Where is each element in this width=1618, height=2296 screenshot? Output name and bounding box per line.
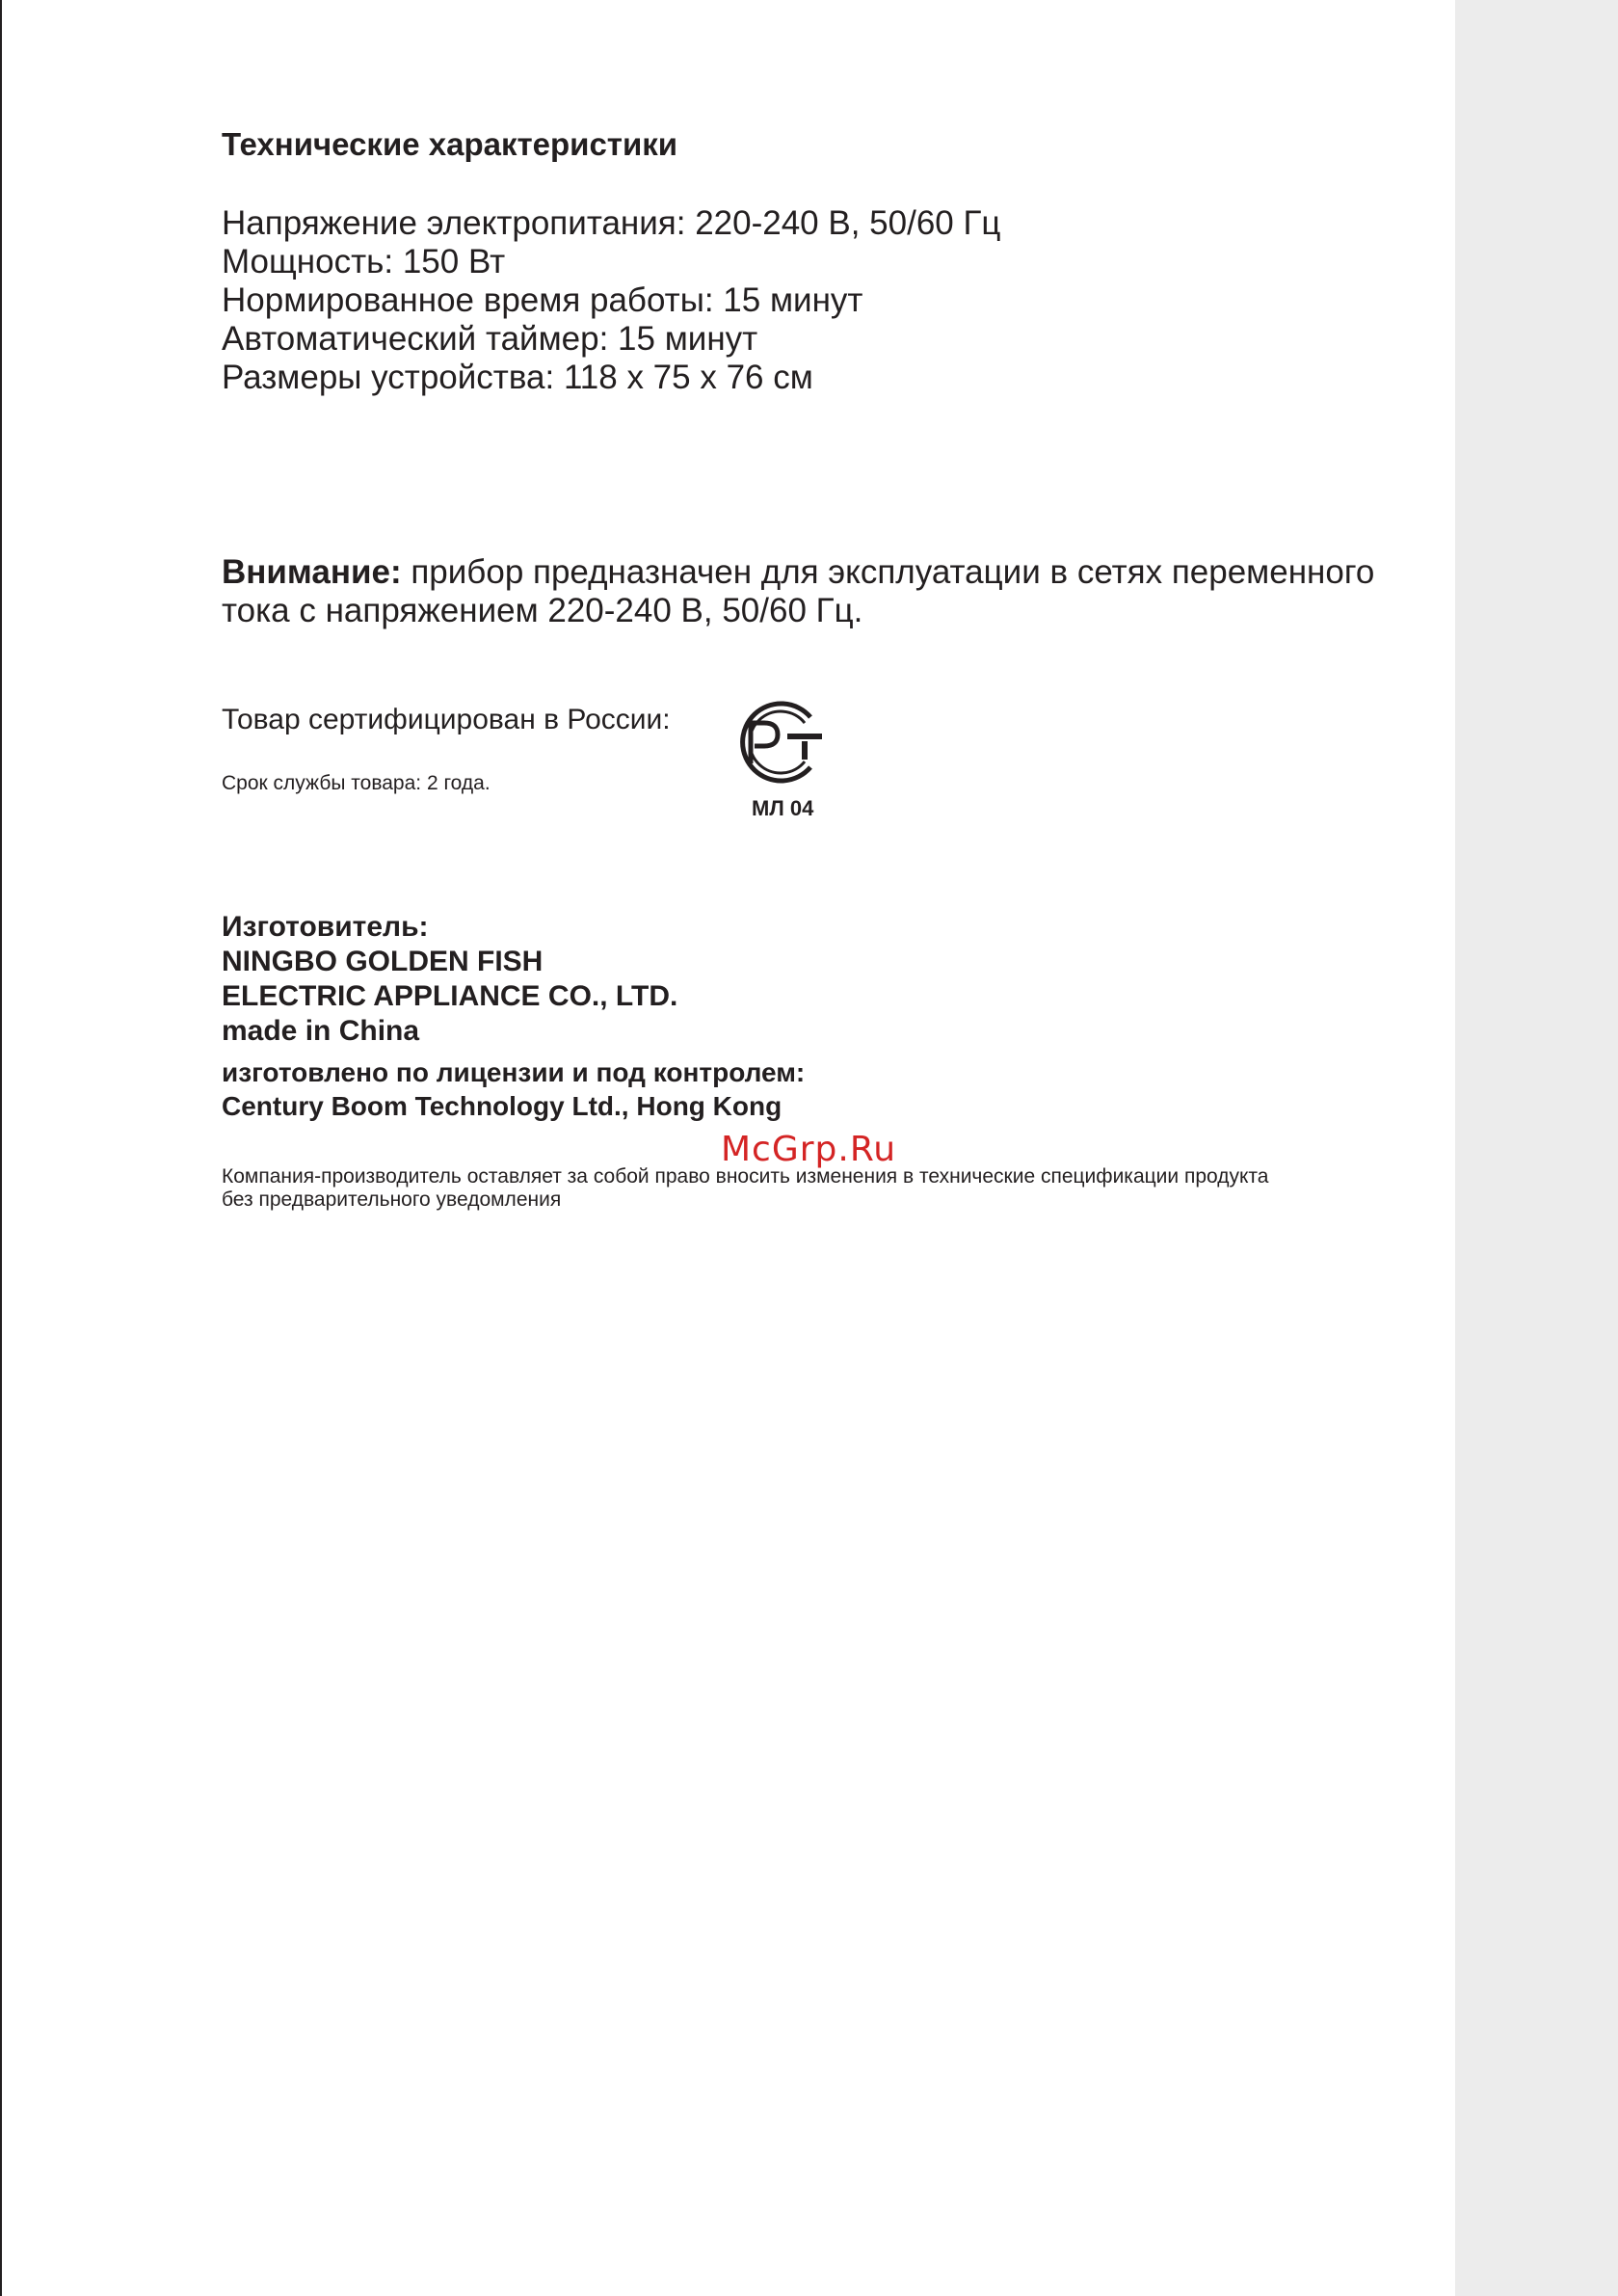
spec-line-dimensions: Размеры устройства: 118 х 75 х 76 см [222, 359, 813, 396]
specs-title: Технические характеристики [222, 126, 678, 162]
spec-line-timer: Автоматический таймер: 15 минут [222, 320, 758, 358]
manufacturer-label: Изготовитель: [222, 911, 429, 943]
spec-line-power: Мощность: 150 Вт [222, 243, 506, 280]
certification-code: МЛ 04 [752, 796, 814, 820]
manufacturer-name-line2: ELECTRIC APPLIANCE CO., LTD. [222, 980, 678, 1012]
disclaimer-line1: Компания-производитель оставляет за собой право вносить изменения в технические спецификации продукта [222, 1165, 1269, 1188]
disclaimer [222, 1165, 1268, 1212]
warning-text-line1: прибор предназначен для эксплуатации в сетях переменного [401, 553, 1375, 591]
specs-list [222, 204, 1000, 397]
warning-note [222, 553, 1374, 630]
page-side-margin [1455, 0, 1618, 2296]
warning-label: Внимание: [222, 553, 402, 591]
license-label: изготовлено по лицензии и под контролем: [222, 1057, 806, 1087]
manufacturer-block [222, 910, 677, 1049]
rst-certification-mark-icon [729, 696, 826, 788]
manufacturer-origin: made in China [222, 1015, 420, 1047]
spec-line-operating-time: Нормированное время работы: 15 минут [222, 281, 863, 319]
disclaimer-line2: без предварительного уведомления [222, 1188, 562, 1211]
certification-text: Товар сертифицирован в России: [222, 704, 671, 735]
license-block [222, 1055, 805, 1123]
manufacturer-name-line1: NINGBO GOLDEN FISH [222, 946, 544, 977]
warning-text-line2: тока с напряжением 220-240 В, 50/60 Гц. [222, 592, 863, 629]
service-life: Срок службы товара: 2 года. [222, 772, 491, 794]
license-company: Century Boom Technology Ltd., Hong Kong [222, 1091, 782, 1121]
spec-line-voltage: Напряжение электропитания: 220-240 В, 50/60 Гц [222, 204, 1001, 242]
watermark-text: McGrp.Ru [721, 1130, 897, 1169]
